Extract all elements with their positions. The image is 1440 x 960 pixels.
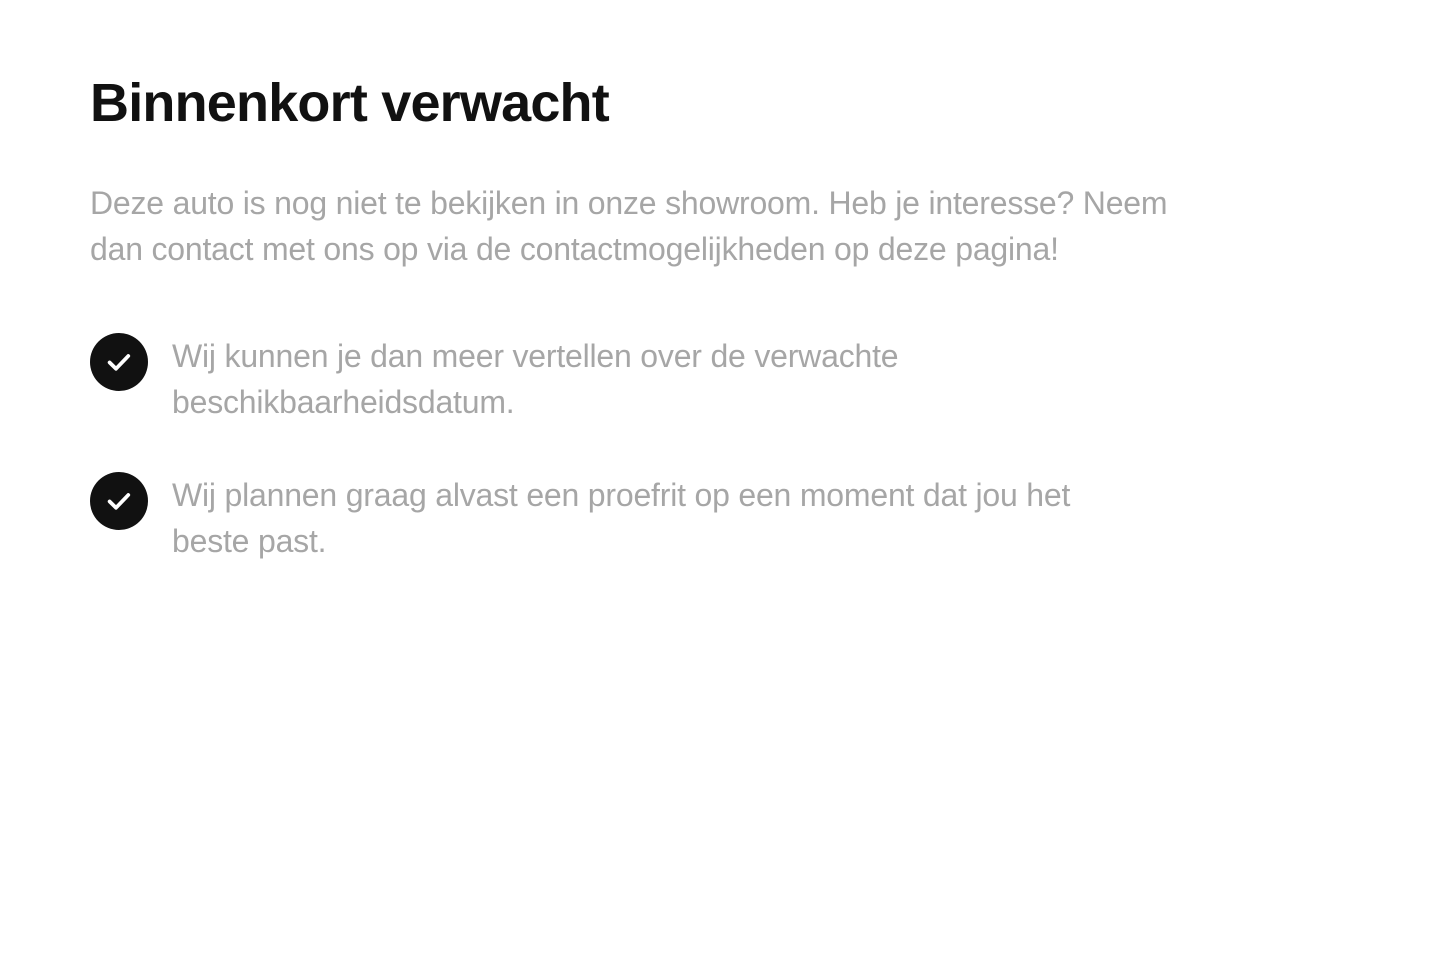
- intro-paragraph: Deze auto is nog niet te bekijken in onze showroom. Heb je interesse? Neem dan contact met ons op via de contactmogelijkheden op deze pagina!: [90, 185, 1168, 268]
- benefit-text: Wij plannen graag alvast een proefrit op een moment dat jou het beste past.: [172, 476, 1071, 560]
- check-circle-icon: [90, 472, 148, 530]
- page-title: Binnenkort verwacht: [90, 73, 609, 133]
- benefit-list: [90, 329, 1350, 565]
- list-item: [90, 468, 1350, 565]
- list-item: [90, 329, 1350, 426]
- check-circle-icon: [90, 333, 148, 391]
- benefit-text: Wij kunnen je dan meer vertellen over de verwachte beschikbaarheidsdatum.: [172, 337, 899, 421]
